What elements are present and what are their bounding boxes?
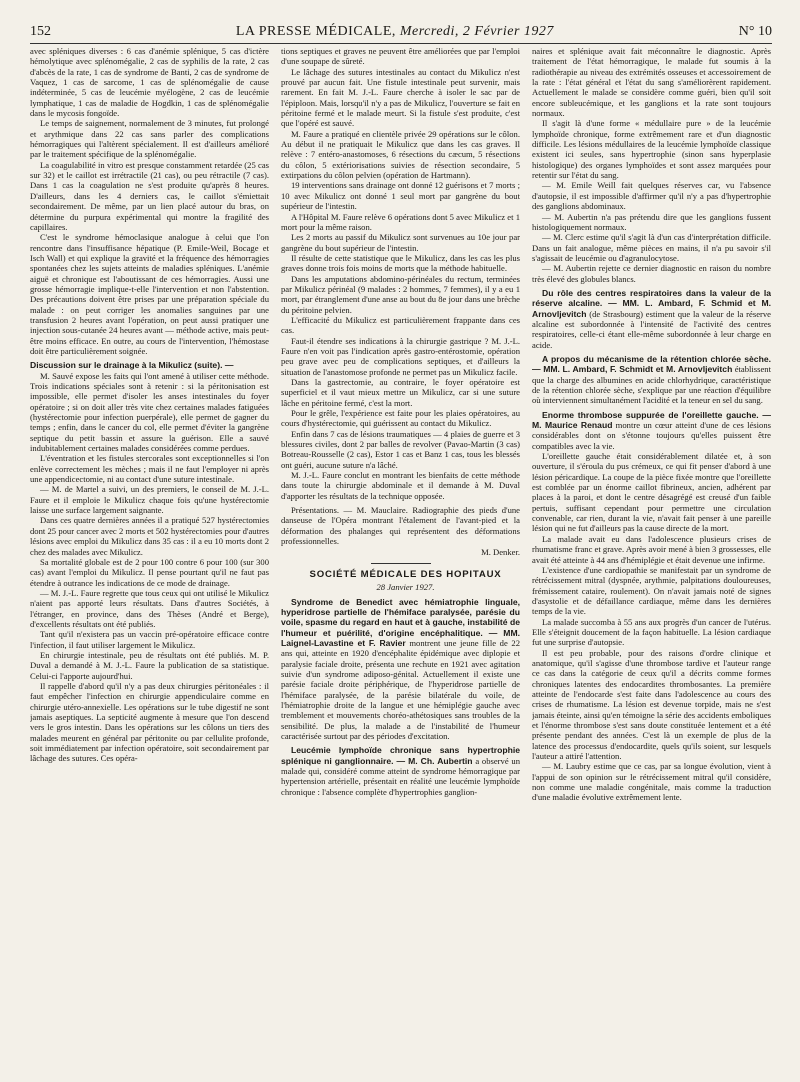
paragraph — [532, 410, 771, 451]
page-number: 152 — [30, 24, 51, 39]
paragraph: Le temps de saignement, normalement de 3 minutes, fut prolongé et arythmique dans 22 cas sans parler des complications hémorragiques qui l'altèrent spécialement. Il est d'ailleurs amélioré par le traitement spécifique de la splénomégalie. — [30, 118, 269, 160]
issue-date: Mercredi, 2 Février 1927 — [399, 24, 554, 39]
paragraph: Les 2 morts au passif du Mikulicz sont survenues au 10e jour par gangrène du bout supérieur de l'intestin. — [281, 232, 520, 253]
paragraph: — M. de Martel a suivi, un des premiers, le conseil de M. J.-L. Faure et il emploie le Mikulicz chaque fois qu'une hystérectomie laisse une surface largement saignante. — [30, 484, 269, 516]
paragraph: — M. J.-L. Faure regrette que tous ceux qui ont utilisé le Mikulicz n'aient pas apporté leurs résultats. Dans d'autres Sociétés, à l'étranger, en province, dans des Thèses (André et Berge), d'excellents résultats ont été publiés. — [30, 587, 269, 629]
paragraph: L'existence d'une cardiopathie se manifestait par un syndrome de rétrécissement mitral (dyspnée, arythmie, palpitations douloureuses, frémissement cataire, roulement). On n'avait jamais noté de signes d'asystolie et de défaillance cardiaque, même dans les dernières temps de la vie. — [532, 564, 771, 617]
paragraph: Il rappelle d'abord qu'il n'y a pas deux chirurgies péritonéales : il faut empêcher l'infection en chirurgie appendiculaire comme en chirurgie utéro-annexielle. Les opérations sur le tube digestif ne sont jamais aseptiques. La septicité augmente à mesure que l'on descend vers le gros intestin. Dans les opérations sur les côlons un tiers des malades meurent en général par péritonite ou par cellulite profonde, soit immédiatement par infection opératoire, soit secondairement par lâchage des sutures. Ces opéra- — [30, 680, 269, 764]
paragraph: Tant qu'il n'existera pas un vaccin pré-opératoire efficace contre l'infection, il faut utiliser largement le Mikulicz. — [30, 629, 269, 650]
paragraph: Dans les amputations abdomino-périnéales du rectum, terminées par Mikulicz périnéal (9 malades : 2 hommes, 7 femmes), il y a eu 1 mort, par étranglement d'une anse au bout du 8e jour dans une brèche du péritoine pelvien. — [281, 273, 520, 315]
paragraph: M. Sauvé expose les faits qui l'ont amené à utiliser cette méthode. Trois indications spéciales sont à retenir : si la péritonisation est impossible, elle permet d'isoler les anses intestinales du foyer opératoire ; si on doit aller très vite chez certaines malades fatiguées (hystérectomie pour infection puerpérale), elle permet de gagner du temps ; enfin, dans le cancer du col, elle permet d'éviter la gangrène septique du petit bassin et assure la guérison. Elle a sauvé indubitablement certaines malades considérées comme perdues. — [30, 370, 269, 454]
paragraph: 19 interventions sans drainage ont donné 12 guérisons et 7 morts ; 10 avec Mikulicz ont donné 1 seul mort par gangrène du bout supérieur de l'intestin. — [281, 180, 520, 212]
abstract-heading: Syndrome de Benedict avec hémiatrophie linguale, hyperidrose partielle de l'hémiface paralysée, parésie du voile, spasme du regard en haut et à gauche, instabilité de l'humeur et puérilité, d'origine encéphalitique. — MM. Laignel-Lavastine et F. Ravier — [281, 596, 520, 648]
society-title: SOCIÉTÉ MÉDICALE DES HOPITAUX — [309, 568, 502, 580]
issue-number: N° 10 — [738, 24, 772, 39]
paragraph: Dans ces quatre dernières années il a pratiqué 527 hystérectomies dont 25 pour cancer avec 2 morts et 502 hystérectomies pour d'autres lésions avec emploi du Mikulicz dans 35 cas : il a eu 10 morts dont 2 chez des malades avec Mikulicz. — [30, 515, 269, 557]
abstract-body: (de Strasbourg) estiment que la valeur de la réserve alcaline est subordonnée à l'intensité de l'activité des centres respiratoires, celle-ci étant elle-même subordonnée à leur charge en acide. — [532, 308, 771, 350]
paragraph — [532, 354, 771, 406]
paragraph: La coagulabilité in vitro est presque constamment retardée (25 cas sur 32) et le caillot est irrétractile (21 cas), ou peu rétractile (7 cas). Dans 1 cas la coagulation ne s'est produite qu'après 8 heures. D'ailleurs, dans les 4 derniers cas, le caillot s'émiettait secondairement. De même, par un lien placé autour du bras, on détermine du purpura expérimental qui montre la fragilité des capillaires. — [30, 159, 269, 232]
abstract-body: établissent que la charge des albumines en acide chlorhydrique, caractéristique de la rétention chlorée sèche, s'explique par une réaction d'équilibre où interviennent simultanément l'acidité et la teneur en sel du sang. — [532, 364, 771, 406]
paragraph: Il résulte de cette statistique que le Mikulicz, dans les cas les plus graves donne trois fois moins de morts que la méthode habituelle. — [281, 252, 520, 274]
paragraph: La malade succomba à 55 ans aux progrès d'un cancer de l'utérus. Elle s'éteignit doucement de la façon habituelle. La lésion cardiaque fut une surprise d'autopsie. — [532, 616, 771, 648]
column-3 — [532, 46, 771, 1076]
paragraph: M. J.-L. Faure conclut en montrant les bienfaits de cette méthode dans toute la chirurgie abdominale et il demande à M. Duval d'apporter les résultats de la technique opposée. — [281, 470, 520, 501]
abstract-heading: A propos du mécanisme de la rétention chlorée sèche. — MM. L. Ambard, F. Schmidt et M. Arnovljevitch — [532, 353, 771, 375]
journal-title — [236, 24, 554, 40]
abstract-body: montrent une jeune fille de 22 ans qui, atteinte en 1920 d'encéphalite épidémique avec diplopie et paralysie faciale droite, présenta une rechute en 1921 avec agitation suivie d'un syndrome adiposo-génital. Actuellement il existe une parésie faciale droite périphérique, de l'hyperidrose partielle de l'hémiface paralysée, de la parésie bilatérale du voile, de l'hémiatrophie droite de la langue et une hémiplégie gauche avec tremblement et mouvements choréo-athétosiques sans troubles de la sensibilité. De plus, la malade a de l'instabilité de l'humeur caractérisée surtout par des périodes d'excitation. — [281, 637, 520, 741]
paragraph: Le lâchage des sutures intestinales au contact du Mikulicz n'est prouvé par aucun fait. Une fistule intestinale peut survenir, mais rarement. En fait M. J.-L. Faure cherche à isoler le sac par de l'épiploon. Mais, lorsqu'il n'y a pas de Mikulicz, l'ouverture se fait en péritoine fermé et le malade meurt. Si la fistule s'est produite, c'est que l'opéré est sauvé. — [281, 66, 520, 129]
paragraph: La malade avait eu dans l'adolescence plusieurs crises de rhumatisme franc et grave. Après avoir mené à bien 3 grossesses, elle avait été atteinte à 44 ans d'hémiplégie et était devenue une infirme. — [532, 533, 771, 565]
page-header — [30, 14, 772, 44]
paragraph: — M. Clerc estime qu'il s'agit là d'un cas d'interprétation difficile. Dans un fait analogue, même pièces en mains, il n'a pu savoir s'il s'agissait de leucémie ou d'agranulocytose. — [532, 232, 771, 263]
society-date: 28 Janvier 1927. — [376, 582, 435, 593]
abstract-heading: Enorme thrombose suppurée de l'oreillette gauche. — M. Maurice Renaud — [532, 409, 771, 431]
abstract-body: montre un cœur atteint d'une de ces lésions considérables dont on s'étonne toujours qu'elles puissent être compatibles avec la vie. — [532, 420, 771, 451]
paragraph: Il est peu probable, pour des raisons d'ordre clinique et anatomique, qu'il s'agisse d'une thrombose tardive et l'auteur range ce cas dans la catégorie de ceux qu'il a décrits comme formes chroniques latentes des endocardites thrombosantes. La première atteinte de l'endocarde s'est faite dans l'adolescence au cours des crises de rhumatisme. La lésion est devenue torpide, mais ne s'est jamais éteinte, ainsi qu'en témoigne la série des accidents emboliques et l'énorme thrombose s'est sans doute constituée lentement et a été présente pendant des années. C'est là un exemple de plus de la latence des processus d'endocardite, quels qu'ils soient, sur lesquels l'auteur a attiré l'attention. — [532, 647, 771, 762]
paragraph: Il s'agit là d'une forme « médullaire pure » de la leucémie lymphoïde chronique, forme extrêmement rare et d'un diagnostic difficile. Les lésions médullaires de la leucémie lymphoïde classique existent ici seules, sans hypertrophie (sinon sans hyperplasie histologique) des organes lymphoïdes et sont assez marquées pour retentir sur l'état du sang. — [532, 118, 771, 181]
paragraph: Pour le grêle, l'expérience est faite pour les plaies opératoires, au cours d'hystérectomie, qui guérissent au contact du Mikulicz. — [281, 408, 520, 429]
paragraph: tions septiques et graves ne peuvent être améliorées que par l'emploi d'une soupape de sûreté. — [281, 46, 520, 67]
section-divider — [371, 563, 431, 564]
paragraph: Sa mortalité globale est de 2 pour 100 contre 6 pour 100 (sur 300 cas) avant l'emploi du Mikulicz. Il pense pourtant qu'il ne faut pas étendre à outrance les indications de ce mode de drainage. — [30, 556, 269, 588]
paragraph: Enfin dans 7 cas de lésions traumatiques — 4 plaies de guerre et 3 blessures civiles, dont 2 par balles de revolver (Pavao-Martin (3 cas) Botreau-Rousselle (2 cas), Estor 1 cas et Banz 1 cas, tous les blessés ont guéri, aucune suture n'a lâché. — [281, 428, 520, 470]
column-2 — [281, 46, 520, 1076]
paragraph: — M. Aubertin n'a pas prétendu dire que les ganglions fussent histologiquement normaux. — [532, 211, 771, 232]
paragraph: M. Faure a pratiqué en clientèle privée 29 opérations sur le côlon. Au début il ne pratiquait le Mikulicz que dans les cas graves. Il relève : 7 entéro-anastomoses, 6 résections du cæcum, 5 résections du côlon, 5 extériorisations suivies de résection secondaire, 5 extirpations du côlon pelvien (opération de Hartmann). — [281, 128, 520, 181]
abstract-heading: Du rôle des centres respiratoires dans la valeur de la réserve alcaline. — MM. L. Ambard, F. Schmid et M. Arnovljevitch — [532, 287, 771, 319]
paragraph: avec spléniques diverses : 6 cas d'anémie splénique, 5 cas d'ictère hémolytique avec splénomégalie, 2 cas de syphilis de la rate, 2 cas d'abcès de la rate, 1 cas de syndrome de Banti, 2 cas de syndrome de Vaquez, 1 cas de sarcome, 1 cas de splénomégalie de cause indéterminée, 5 cas de leucémie myélogène, 2 cas de leucémie lymphatique, 1 cas de maladie de Hogdkin, 1 cas de splénomégalie dans le mycosis fongoïde. — [30, 46, 269, 119]
column-1 — [30, 46, 269, 1076]
paragraph: L'éventration et les fistules stercorales sont exceptionnelles si l'on enlève correctement les mèches ; mais il ne faut l'employer ni après une appendicectomie, ni au contact d'une suture intestinale. — [30, 453, 269, 485]
section-heading: Discussion sur le drainage à la Mikulicz (suite). — — [30, 360, 234, 371]
abstract-heading: Leucémie lymphoïde chronique sans hypertrophie splénique ni ganglionnaire. — M. Ch. Aubertin — [281, 745, 520, 766]
paragraph — [281, 745, 520, 797]
paragraph — [532, 288, 771, 350]
paragraph: L'efficacité du Mikulicz est particulièrement frappante dans ces cas. — [281, 314, 520, 336]
paragraph: naires et splénique avait fait méconnaître le diagnostic. Après traitement de l'état hémorragique, le malade fut soumis à la radiothérapie au niveau des extrémités osseuses et accessoirement de la rate : l'état général et l'état du sang s'améliorèrent rapidement. Actuellement le malade se considère comme guéri, bien qu'il soit encore subleucémique, et les ganglions et la rate sont toujours normaux. — [532, 46, 771, 119]
paragraph: A l'Hôpital M. Faure relève 6 opérations dont 5 avec Mikulicz et 1 mort pour la même raison. — [281, 211, 520, 232]
paragraph: C'est le syndrome hémoclasique analogue à celui que l'on rencontre dans l'insuffisance hépatique (P. Emile-Weil, Bocage et Isch Wall) et qui explique la gravité et la fréquence des hémorragies spontanées chez les sujets atteints de maladies spléniques. L'anémie aiguë et chronique est l'aboutissant de ces hémorragies. Aussi une grosse hémorragie implique-t-elle l'intervention et non l'abstention. Des précautions doivent être prises par une préparation spéciale du malade : on peut corriger les anomalies sanguines par une transfusion 2 heures avant l'opération, on peut aussi pratiquer une injection sous-cutanée 24 heures avant — méthode active, mais peut-être moins efficace. En outre, au cours de l'intervention, l'hémostase doit être particulièrement soignée. — [30, 232, 269, 356]
paragraph: — M. Emile Weill fait quelques réserves car, vu l'absence d'autopsie, il est impossible d'affirmer qu'il n'y a pas d'hypertrophie des ganglions abdominaux. — [532, 180, 771, 212]
paragraph: Faut-il étendre ses indications à la chirurgie gastrique ? M. J.-L. Faure n'en voit pas l'indication après gastro-entérostomie, opération peu grave avec peu de complications septiques, et d'ailleurs la situation de l'anastomose profonde ne permet pas un Mikulicz facile. — [281, 335, 520, 377]
paragraph: En chirurgie intestinale, peu de résultats ont été publiés. M. P. Duval a demandé à M. J.-L. Faure la publication de sa statistique. Celui-ci l'apporte aujourd'hui. — [30, 649, 269, 681]
author-signature: M. Denker. — [481, 546, 520, 557]
paragraph: — M. Aubertin rejette ce dernier diagnostic en raison du nombre très élevé des globules blancs. — [532, 263, 771, 284]
paragraph: — M. Laubry estime que ce cas, par sa longue évolution, vient à l'appui de son opinion sur le rétrécissement mitral qu'il considère, non comme une maladie congénitale, mais comme la traduction d'une maladie évolutive extrêmement lente. — [532, 761, 771, 803]
text-columns — [30, 46, 772, 1076]
paragraph: Dans la gastrectomie, au contraire, le foyer opératoire est superficiel et il vaut mieux mettre un Mikulicz, car si une suture lâche en péritoine fermé, c'est la mort. — [281, 377, 520, 408]
journal-name: LA PRESSE MÉDICALE, — [235, 24, 396, 39]
abstract-body: a observé un malade qui, considéré comme atteint de syndrome hémorragique par hypertension artérielle, présentait en réalité une leucémie lymphoïde chronique : l'absence complète d'hypertrophies ganglion- — [281, 755, 520, 797]
paragraph — [281, 597, 520, 742]
paragraph: L'oreillette gauche était considérablement dilatée et, à son ouverture, il s'éroula du pus crémeux, ce qui fit penser d'abord à une lésion péricardique. La coupe de la pièce fixée montre que l'oreillette est comblée par un énorme caillot fibrineux, ancien, adhérent par places à la paroi, et dont le centre désagrégé est creusé d'un faible pertuis, suffisant cependant pour permettre une circulation convenable, car rien, durant la vie, n'avait fait penser à une pareille lésion qui ne fut d'ailleurs pas la cause directe de la mort. — [532, 451, 771, 534]
presentations-paragraph: Présentations. — M. Mauclaire. Radiographie des pieds d'une danseuse de l'Opéra montrant l'étalement de l'avant-pied et la déformation des phalanges qui représentent des déformations professionnelles. — [281, 505, 520, 547]
